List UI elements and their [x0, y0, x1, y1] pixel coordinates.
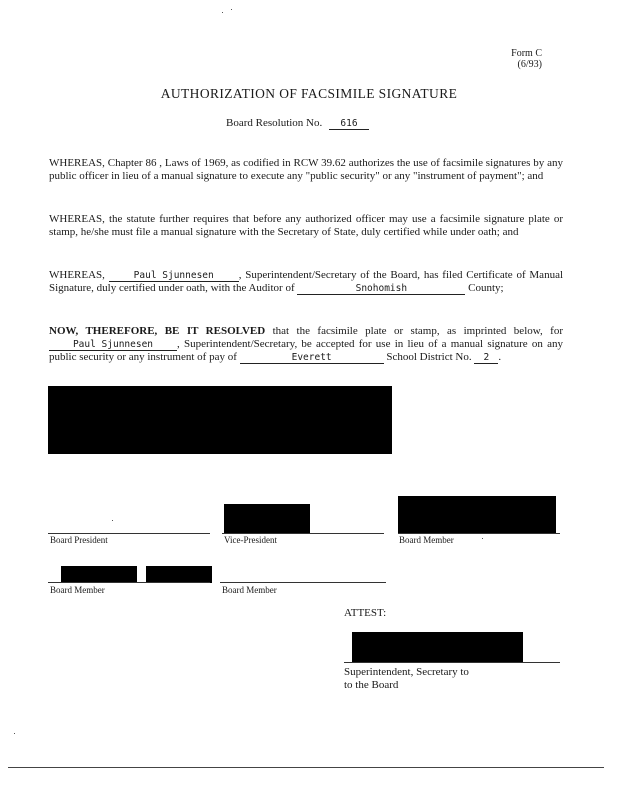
scan-edge-line — [8, 767, 604, 768]
scan-speck — [222, 12, 223, 13]
attest-title-line: to the Board — [344, 679, 399, 691]
county-field: Snohomish — [297, 283, 465, 295]
redacted-signature — [224, 504, 310, 534]
redacted-signature — [146, 566, 212, 583]
redacted-signature — [352, 632, 523, 663]
resolution-line — [226, 117, 369, 130]
document-title: AUTHORIZATION OF FACSIMILE SIGNATURE — [160, 86, 458, 101]
scan-speck — [112, 520, 113, 521]
signature-line — [222, 533, 384, 534]
scan-speck — [14, 733, 15, 734]
district-name-field: Everett — [240, 352, 384, 364]
attest-title — [344, 666, 469, 692]
resolution-number: 616 — [329, 118, 369, 130]
board-member-label: Board Member — [222, 585, 277, 595]
paragraph-text: , Superintendent/Secretary of the Board, has filed Certificate of Manual Signature, duly certified under oath, with the Auditor of — [49, 269, 564, 294]
form-code — [511, 48, 542, 70]
attest-title-line: Superintendent, Secretary to — [344, 666, 469, 678]
redacted-signature — [61, 566, 137, 583]
paragraph-text: Chapter 86 , Laws of 1969, as codified in RCW 39.62 authorizes the use of facsimile signatures by any public officer in lieu of a manual signature to execute any "public security" or any "instrument of payment"; and — [49, 157, 563, 182]
signature-line — [398, 533, 560, 534]
district-number-field: 2 — [474, 352, 498, 364]
signature-line — [48, 582, 210, 583]
whereas-paragraph-3 — [49, 269, 563, 295]
board-member-label: Board Member — [399, 535, 454, 545]
superintendent-name-field: Paul Sjunnesen — [109, 270, 239, 282]
paragraph-text: School District No. — [386, 351, 472, 363]
whereas-lead: WHEREAS, — [49, 157, 105, 169]
form-code-line: Form C — [511, 48, 542, 59]
resolved-lead: NOW, THEREFORE, BE IT RESOLVED — [49, 325, 266, 337]
period: . — [498, 351, 502, 363]
whereas-paragraph-2 — [49, 213, 563, 239]
scan-speck — [482, 538, 483, 539]
signature-line — [220, 582, 386, 583]
attest-label: ATTEST: — [344, 607, 387, 619]
scan-speck — [231, 9, 232, 10]
paragraph-text: the statute further requires that before any authorized officer may use a facsimile signature plate or stamp, he/she must file a manual signature with the Secretary of State, duly certified while under oath; and — [49, 213, 563, 238]
paragraph-text: County; — [468, 282, 504, 294]
paragraph-text: that the facsimile plate or stamp, as imprinted below, for — [265, 325, 563, 337]
signature-line — [344, 662, 560, 663]
resolved-paragraph — [49, 325, 563, 364]
whereas-lead: WHEREAS, — [49, 213, 105, 225]
redacted-signature — [398, 496, 556, 534]
board-president-label: Board President — [50, 535, 108, 545]
vice-president-label: Vice-President — [224, 535, 277, 545]
signature-line — [48, 533, 210, 534]
whereas-paragraph-1 — [49, 157, 563, 183]
paragraph-text: , Superintendent/Secretary, be accepted for use in lieu of a manual signature on any public security or any instrument of pay of — [49, 338, 563, 363]
whereas-lead: WHEREAS, — [49, 269, 105, 281]
superintendent-name-field: Paul Sjunnesen — [49, 339, 177, 351]
form-date-line: (6/93) — [517, 59, 542, 70]
resolution-label: Board Resolution No. — [226, 117, 323, 129]
redacted-facsimile-stamp — [48, 386, 392, 454]
board-member-label: Board Member — [50, 585, 105, 595]
